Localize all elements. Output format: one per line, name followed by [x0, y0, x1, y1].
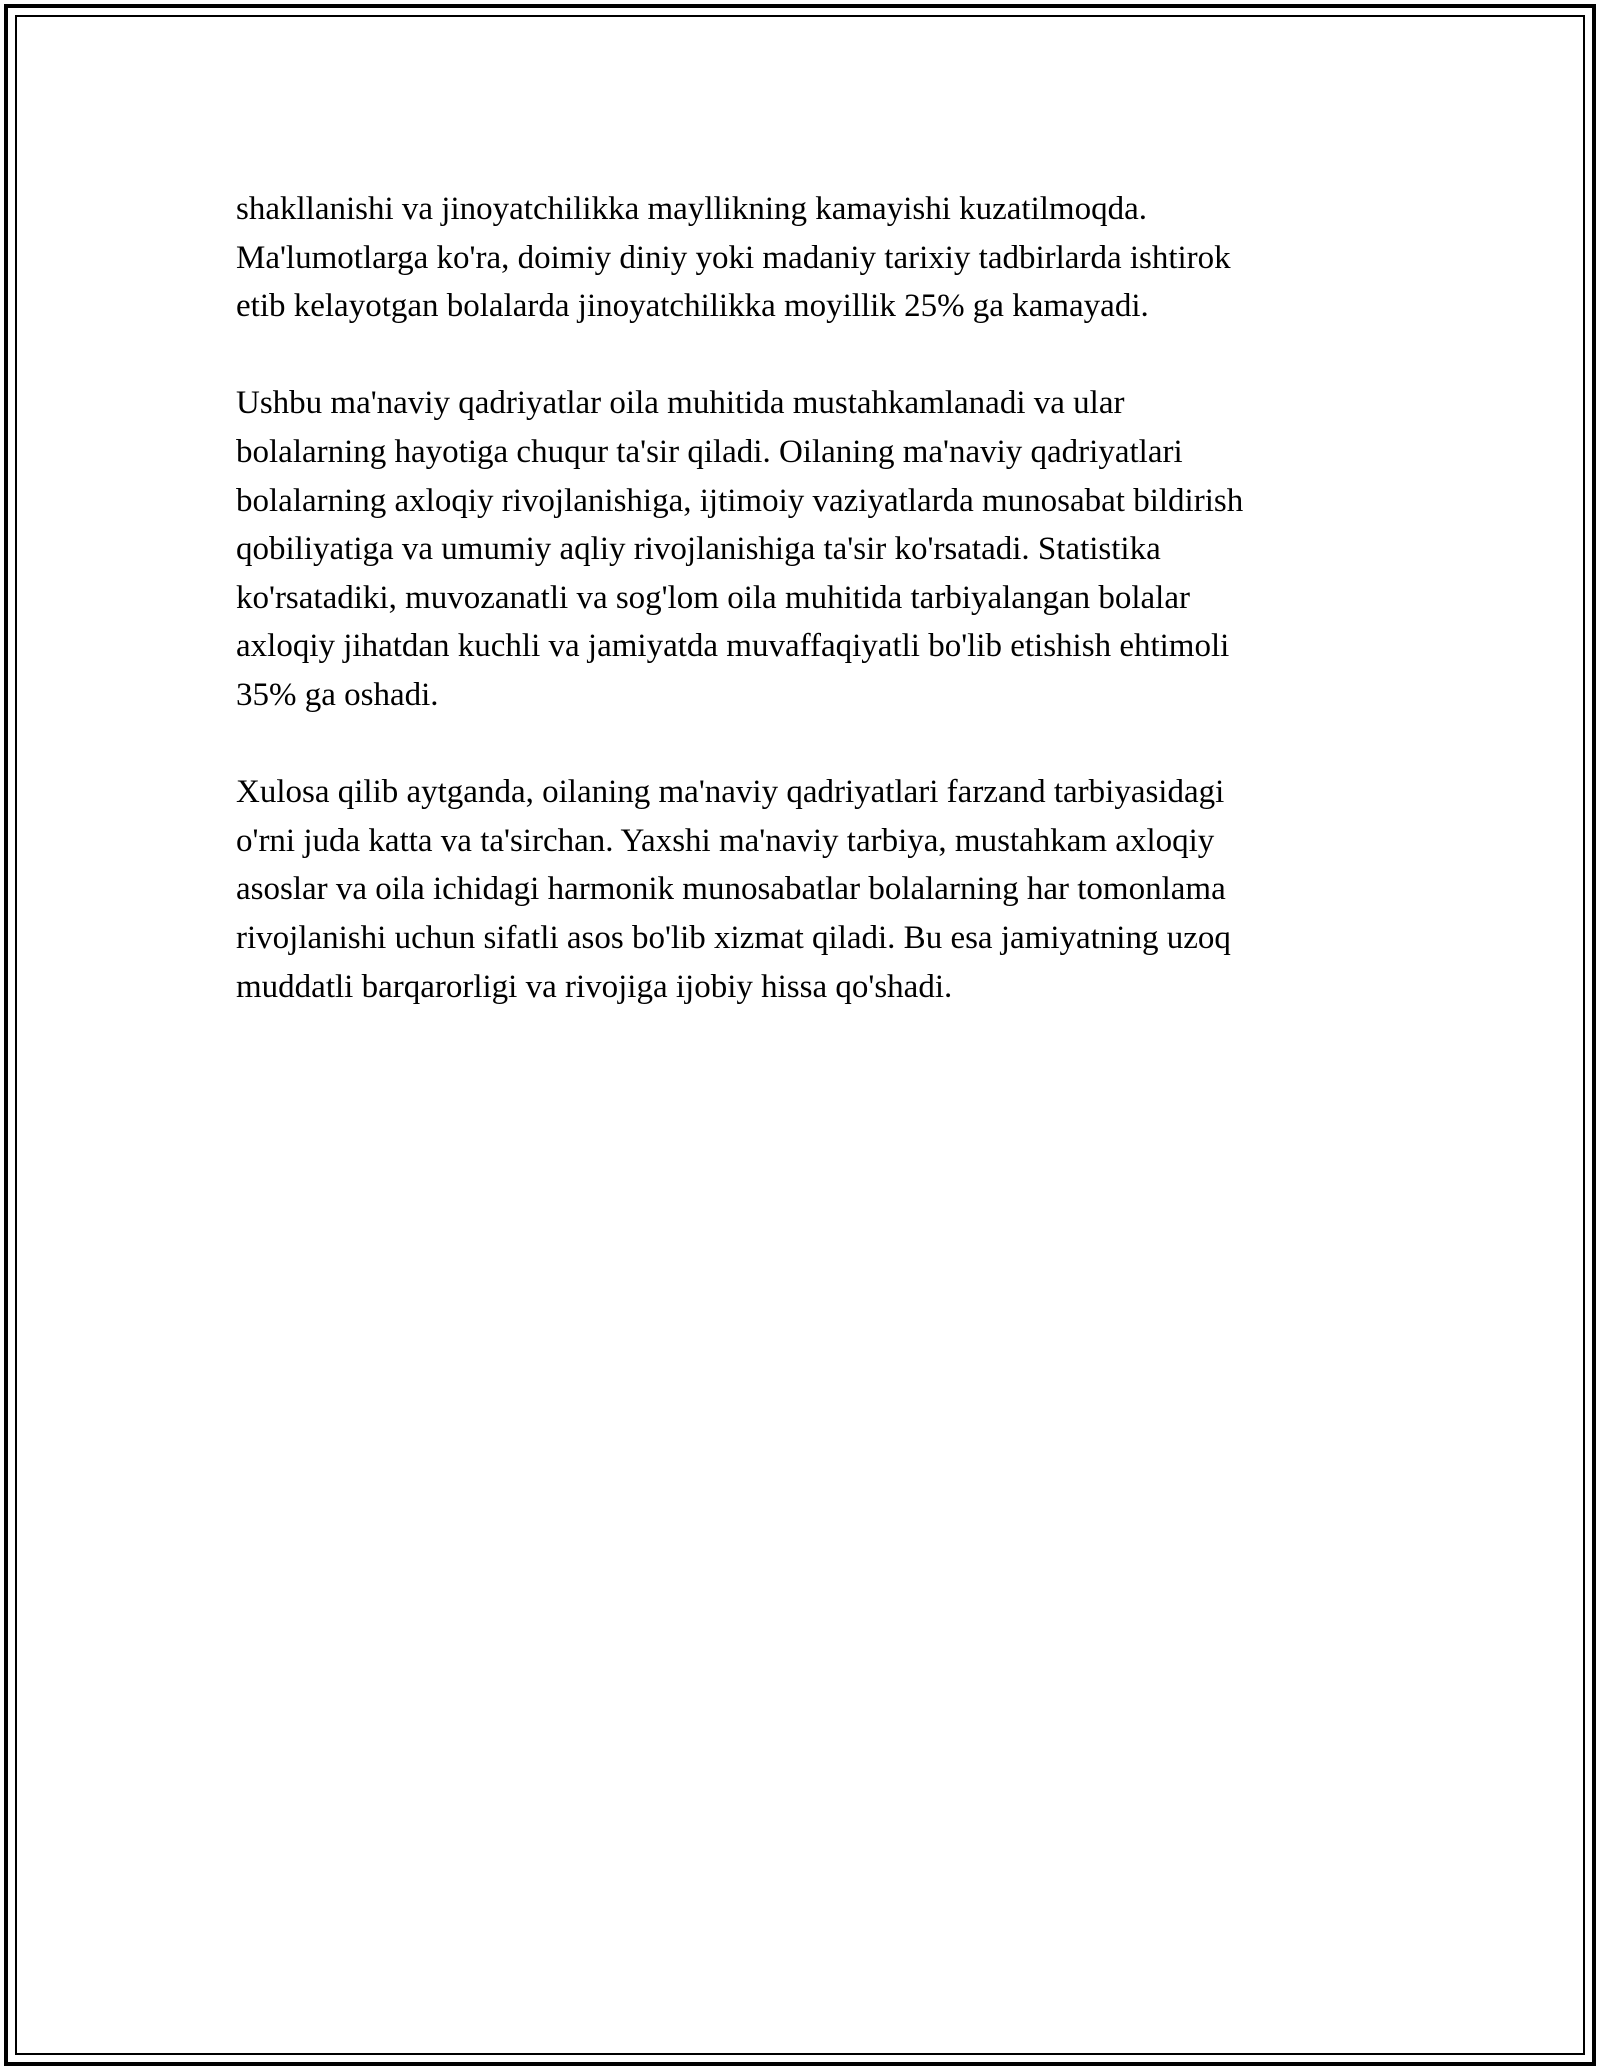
document-body — [236, 185, 1376, 1060]
paragraph-1: shakllanishi va jinoyatchilikka mayllikning kamayishi kuzatilmoqda. Ma'lumotlarga ko'ra, doimiy diniy yoki madaniy tarixiy tadbirlarda ishtirok etib kelayotgan bolalarda jinoyatchilikka moyillik 25% ga kamayadi. — [236, 191, 1231, 325]
paragraph-2: Ushbu ma'naviy qadriyatlar oila muhitida mustahkamlanadi va ular bolalarning hayotiga chuqur ta'sir qiladi. Oilaning ma'naviy qadriyatlari bolalarning axloqiy rivojlanishiga, ijtimoiy vaziyatlarda munosabat bildirish qobiliyatiga va umumiy aqliy rivojlanishiga ta'sir ko'rsatadi. Statistika ko'rsatadiki, muvozanatli va sog'lom oila muhitida tarbiyalangan bolalar axloqiy jihatdan kuchli va jamiyatda muvaffaqiyatli bo'lib etishish ehtimoli 35% ga oshadi. — [236, 385, 1244, 713]
paragraph-3: Xulosa qilib aytganda, oilaning ma'naviy qadriyatlari farzand tarbiyasidagi o'rni juda katta va ta'sirchan. Yaxshi ma'naviy tarbiya, mustahkam axloqiy asoslar va oila ichidagi harmonik munosabatlar bolalarning har tomonlama rivojlanishi uchun sifatli asos bo'lib xizmat qiladi. Bu esa jamiyatning uzoq muddatli barqarorligi va rivojiga ijobiy hissa qo'shadi. — [236, 774, 1231, 1005]
